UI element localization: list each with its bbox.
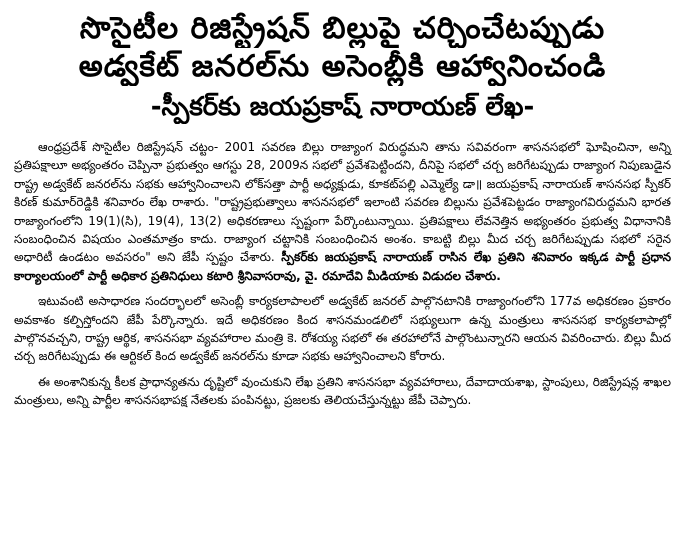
paragraph-2-text: ఇటువంటి అసాధారణ సందర్భాలలో అసెంబ్లీ కార్యకలాపాలలో అడ్వకేట్ జనరల్ పాల్గొనటానికి రాజ్యాంగంలోని 177వ అధికరణం ప్రకారం అవకాశం కల్పిస్తోందని జేపీ పేర్కొన్నారు. ఇదే అధికరణం కింద శాసనమండలిలో సభ్యులుగా ఉన్న మంత్రులు శాసనసభ కార్యకలాపాల్లో పాల్గొనవచ్చని, రాష్ట్ర ఆర్థిక, శాసనసభా వ్యవహారాల మంత్రి కె. రోశయ్య సభలో ఈ తరహాలోనే పాల్గొంటున్నారని ఆయన వివరించారు. బిల్లు మీద చర్చ జరిగేటప్పుడు ఈ ఆర్టికల్ కింద అడ్వకేట్ జనరల్‌ను కూడా సభకు ఆహ్వానించాలని కోరారు.: [14, 294, 671, 364]
article-body: [14, 138, 671, 410]
paragraph-2: [14, 292, 671, 366]
subheadline: -స్పీకర్‌కు జయప్రకాష్ నారాయణ్ లేఖ-: [150, 92, 535, 122]
paragraph-3: [14, 373, 671, 410]
paragraph-1-text: ఆంధ్రప్రదేశ్ సొసైటీల రిజిస్ట్రేషన్ చట్టం- 2001 సవరణ బిల్లు రాజ్యాంగ విరుద్ధమని తాను సవివరంగా శాసనసభలో ఘోషించినా, అన్ని ప్రతిపక్షాలూ అభ్యంతరం చెప్పినా ప్రభుత్వం ఆగస్టు 28, 2009న సభలో ప్రవేశపెట్టిందని, దీనిపై సభలో చర్చ జరిగేటప్పుడు రాజ్యాంగ నిపుణుడైన రాష్ట్ర అడ్వకేట్ జనరల్‌ను సభకు ఆహ్వానించాలని లోక్‌సత్తా పార్టీ అధ్యక్షుడు, కూకట్‌పల్లి ఎమ్మెల్యే డా॥ జయప్రకాష్ నారాయణ్ శాసనసభ స్పీకర్ కిరణ్ కుమార్‌రెడ్డికి శనివారం లేఖ రాశారు. "రాష్ట్రప్రభుత్వాలు శాసనసభలో ఇలాంటి సవరణ బిల్లును ప్రవేశపెట్టడం రాజ్యాంగవిరుద్ధమని భారత రాజ్యాంగంలోని 19(1)(సి), 19(4), 13(2) అధికరణాలు స్పష్టంగా పేర్కొంటున్నాయి. ప్రతిపక్షాలు లేవనెత్తిన అభ్యంతరం ప్రభుత్వ విధానానికి సంబంధించిన విషయం ఎంతమాత్రం కాదు. రాజ్యాంగ చట్టానికి సంబంధించిన అంశం. కాబట్టి బిల్లు మీద చర్చ జరిగేటప్పుడు సభలో సరైన అధారిటీ ఉండటం అవసరం" అని జేపీ స్పష్టం చేశారు.: [14, 140, 671, 265]
headline-line-2: అడ్వకేట్ జనరల్‌ను అసెంబ్లీకి ఆహ్వానించండి: [78, 49, 607, 84]
paragraph-3-text: ఈ అంశానికున్న కీలక ప్రాధాన్యతను దృష్టిలో వుంచుకుని లేఖ ప్రతిని శాసనసభా వ్యవహారాలు, దేవాదాయశాఖ, స్టాంపులు, రిజిస్ట్రేషన్ల శాఖల మంత్రులు, అన్ని పార్టీల శాసనసభాపక్ష నేతలకు పంపినట్టు, ప్రజలకు తెలియచేస్తున్నట్టు జేపీ చెప్పారు.: [14, 374, 671, 408]
headline-line-1: సొసైటీల రిజిస్ట్రేషన్ బిల్లుపై చర్చించేటప్పుడు: [79, 11, 606, 46]
paragraph-1-bold-text: స్పీకర్‌కు జయప్రకాష్ నారాయణ్ రాసిన లేఖ ప్రతిని శనివారం ఇక్కడ పార్టీ ప్రధాన కార్యాలయంలో పార్టీ అధికార ప్రతినిధులు కటారి శ్రీనివాసరావు, వై. రమాదేవి మీడియాకు విడుదల చేశారు.: [14, 250, 671, 283]
paragraph-1: [14, 138, 671, 285]
